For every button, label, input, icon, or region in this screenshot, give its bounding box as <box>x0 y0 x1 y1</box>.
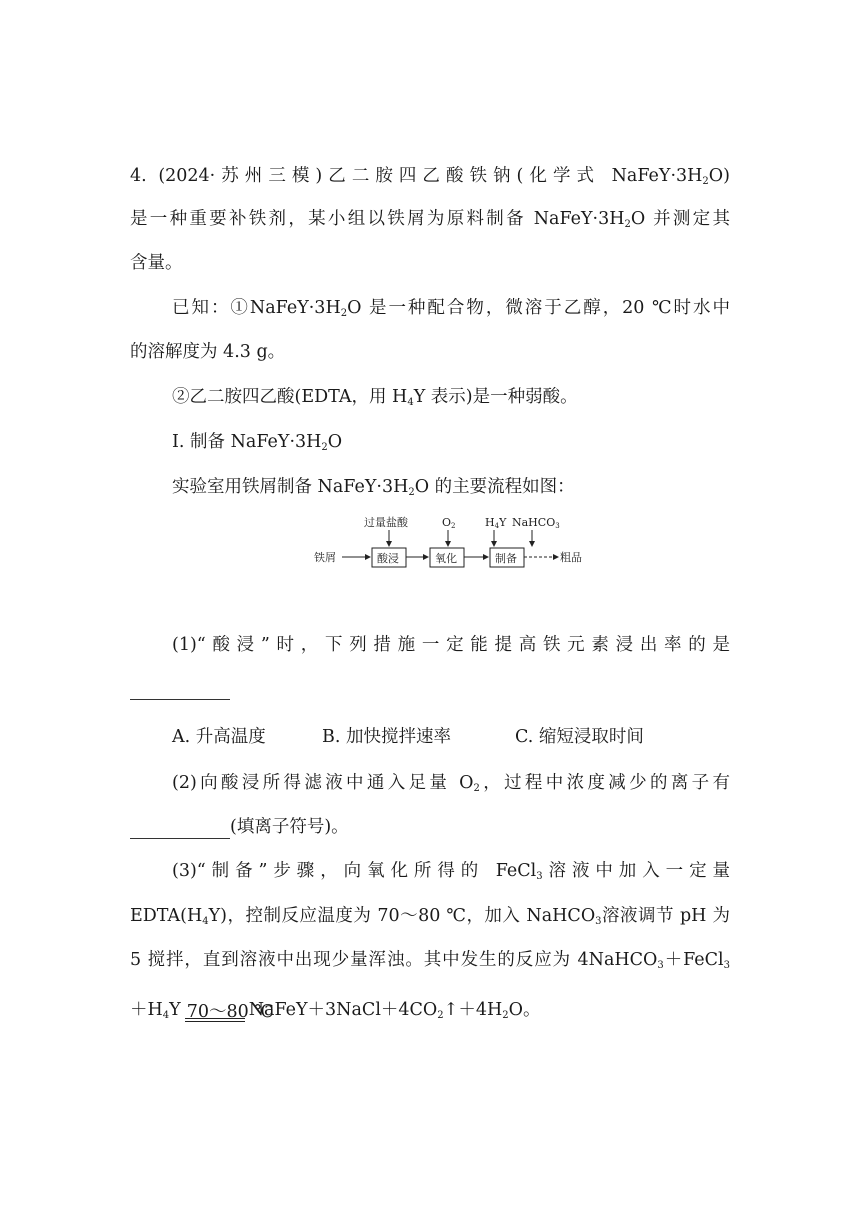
flow-step-oxidize: 氧化 <box>435 552 457 565</box>
q1-option-b: B. 加快搅拌速率 <box>322 727 451 747</box>
flow-step-prepare: 制备 <box>495 552 517 565</box>
q1-answer-blank[interactable] <box>130 681 230 700</box>
q1-option-c: C. 缩短浸取时间 <box>515 727 644 747</box>
flow-input-o2: O2 <box>442 516 456 530</box>
q2-answer-blank[interactable] <box>130 820 230 839</box>
question-source: (2024·苏州三模) <box>158 166 323 186</box>
q2-answer-line: (填离子符号)。 <box>130 815 730 839</box>
reaction-condition: 70～80 ℃ <box>186 1002 274 1022</box>
flow-start: 铁屑 <box>314 551 336 564</box>
flow-end: 粗品 <box>560 551 582 564</box>
known-line-3: ②乙二胺四乙酸(EDTA，用 $H_4Y$ 表示)是一种弱酸。 <box>172 387 578 408</box>
question-intro-line-3: 含量。 <box>130 253 183 273</box>
question-number: 4. <box>130 166 147 186</box>
q3-line-3: 5 搅拌，直到溶液中出现少量浑浊。其中发生的反应为 4NaHCO$_3$＋FeCl$_3$ <box>130 950 731 971</box>
q3-equation-line: $+H_4Y$ 70～80 ℃ $NaFeY+3NaCl+4CO_2↑+4H_2O$。 <box>130 1000 541 1022</box>
question-intro-line-1: 4. (2024·苏州三模)乙二胺四乙酸铁钠(化学式 $NaFeY\cdot 3H_2O$) <box>130 166 730 187</box>
q1-stem: (1)“酸浸”时，下列措施一定能提高铁元素浸出率的是 <box>172 635 730 655</box>
q2-stem: (2)向酸浸所得滤液中通入足量 $O_2$，过程中浓度减少的离子有 <box>172 773 731 794</box>
question-intro-line-2: 是一种重要补铁剂，某小组以铁屑为原料制备 $NaFeY\cdot 3H_2O$ 并测定其 <box>130 209 730 230</box>
q3-line-2: $EDTA(H_4Y)$，控制反应温度为 70～80 ℃，加入 NaHCO$_3$溶液调节 pH 为 <box>130 906 730 927</box>
q1-option-a: A. 升高温度 <box>172 727 266 747</box>
flow-input-h4y: H4Y <box>485 516 507 530</box>
section-1-title: Ⅰ. 制备 $NaFeY\cdot 3H_2O$ <box>172 432 343 453</box>
known-line-1: 已知：$①NaFeY\cdot 3H_2O$ 是一种配合物，微溶于乙醇，20 ℃时水中 <box>172 298 730 319</box>
process-flowchart <box>312 511 592 571</box>
flow-intro: 实验室用铁屑制备 $NaFeY\cdot 3H_2O$ 的主要流程如图： <box>172 477 575 498</box>
known-line-2: 的溶解度为 4.3 g。 <box>130 342 286 362</box>
flow-step-acid-leach: 酸浸 <box>377 552 399 565</box>
q1-answer-line <box>130 676 730 700</box>
q3-line-1: (3)“制备”步骤，向氧化所得的 FeCl$_3$溶液中加入一定量 <box>172 861 730 882</box>
flow-input-hcl: 过量盐酸 <box>364 516 408 529</box>
flow-input-nahco3: NaHCO3 <box>512 516 560 530</box>
